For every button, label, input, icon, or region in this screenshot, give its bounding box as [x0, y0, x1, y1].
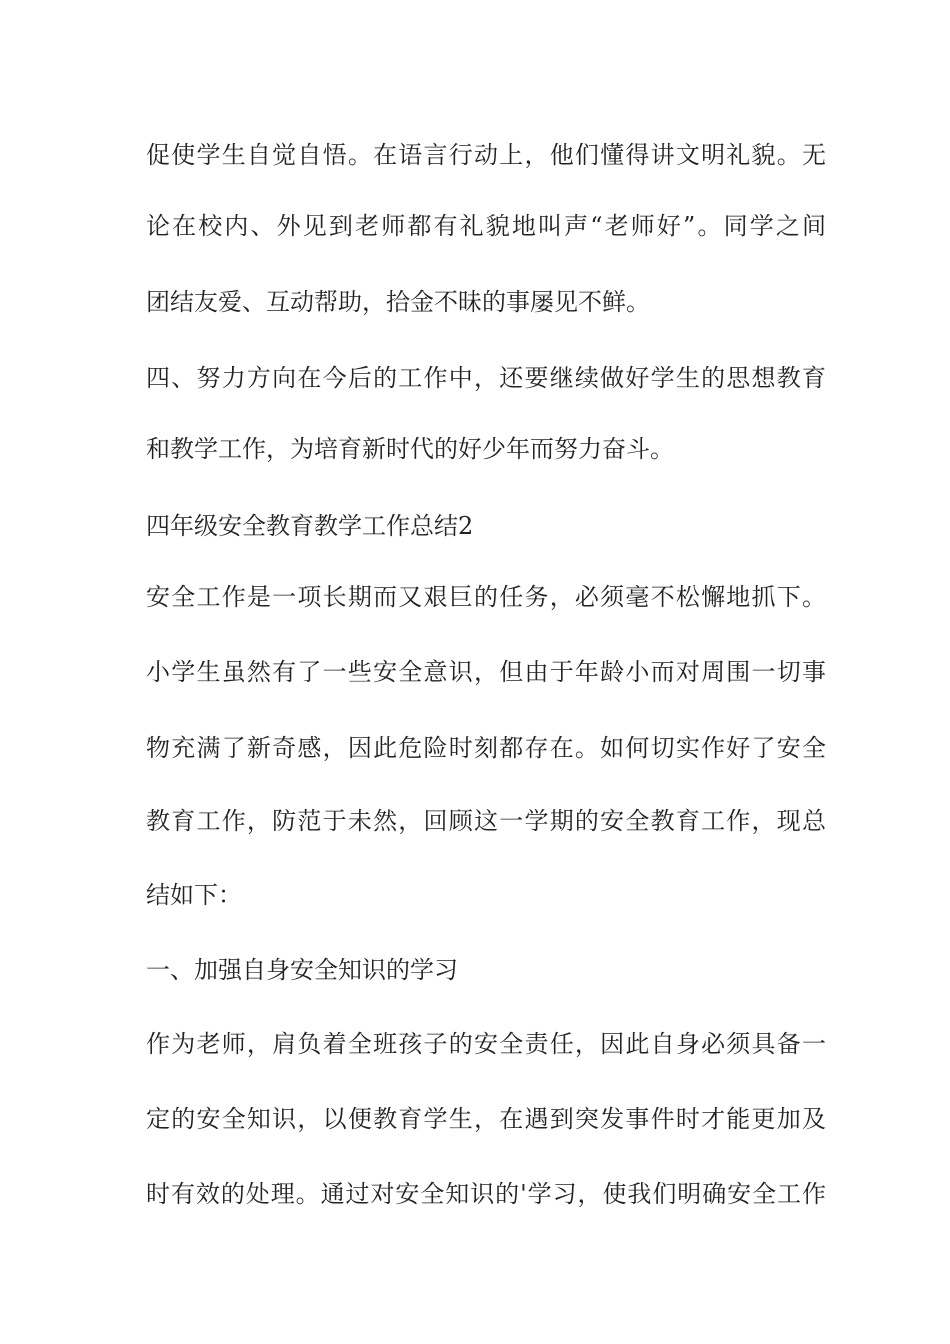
- text-line-4: 四、努力方向在今后的工作中，还要继续做好学生的思想教育: [146, 364, 826, 392]
- text-line-5: 和教学工作，为培育新时代的好少年而努力奋斗。: [146, 435, 674, 463]
- section-heading: 四年级安全教育教学工作总结2: [146, 512, 474, 540]
- text-line-13: 作为老师，肩负着全班孩子的安全责任，因此自身必须具备一: [146, 1030, 826, 1058]
- text-line-14: 定的安全知识，以便教育学生，在遇到突发事件时才能更加及: [146, 1105, 826, 1133]
- text-line-8: 小学生虽然有了一些安全意识，但由于年龄小而对周围一切事: [146, 658, 826, 686]
- subsection-heading: 一、加强自身安全知识的学习: [146, 956, 458, 984]
- text-line-15: 时有效的处理。通过对安全知识的'学习，使我们明确安全工作: [146, 1180, 826, 1208]
- text-line-11: 结如下：: [146, 881, 242, 909]
- text-line-7: 安全工作是一项长期而又艰巨的任务，必须毫不松懈地抓下。: [146, 583, 826, 611]
- text-line-2: 论在校内、外见到老师都有礼貌地叫声“老师好”。同学之间: [146, 212, 826, 240]
- text-line-9: 物充满了新奇感，因此危险时刻都存在。如何切实作好了安全: [146, 734, 826, 762]
- text-line-10: 教育工作，防范于未然，回顾这一学期的安全教育工作，现总: [146, 807, 826, 835]
- text-line-3: 团结友爱、互动帮助，拾金不昧的事屡见不鲜。: [146, 288, 650, 316]
- text-line-1: 促使学生自觉自悟。在语言行动上，他们懂得讲文明礼貌。无: [146, 141, 826, 169]
